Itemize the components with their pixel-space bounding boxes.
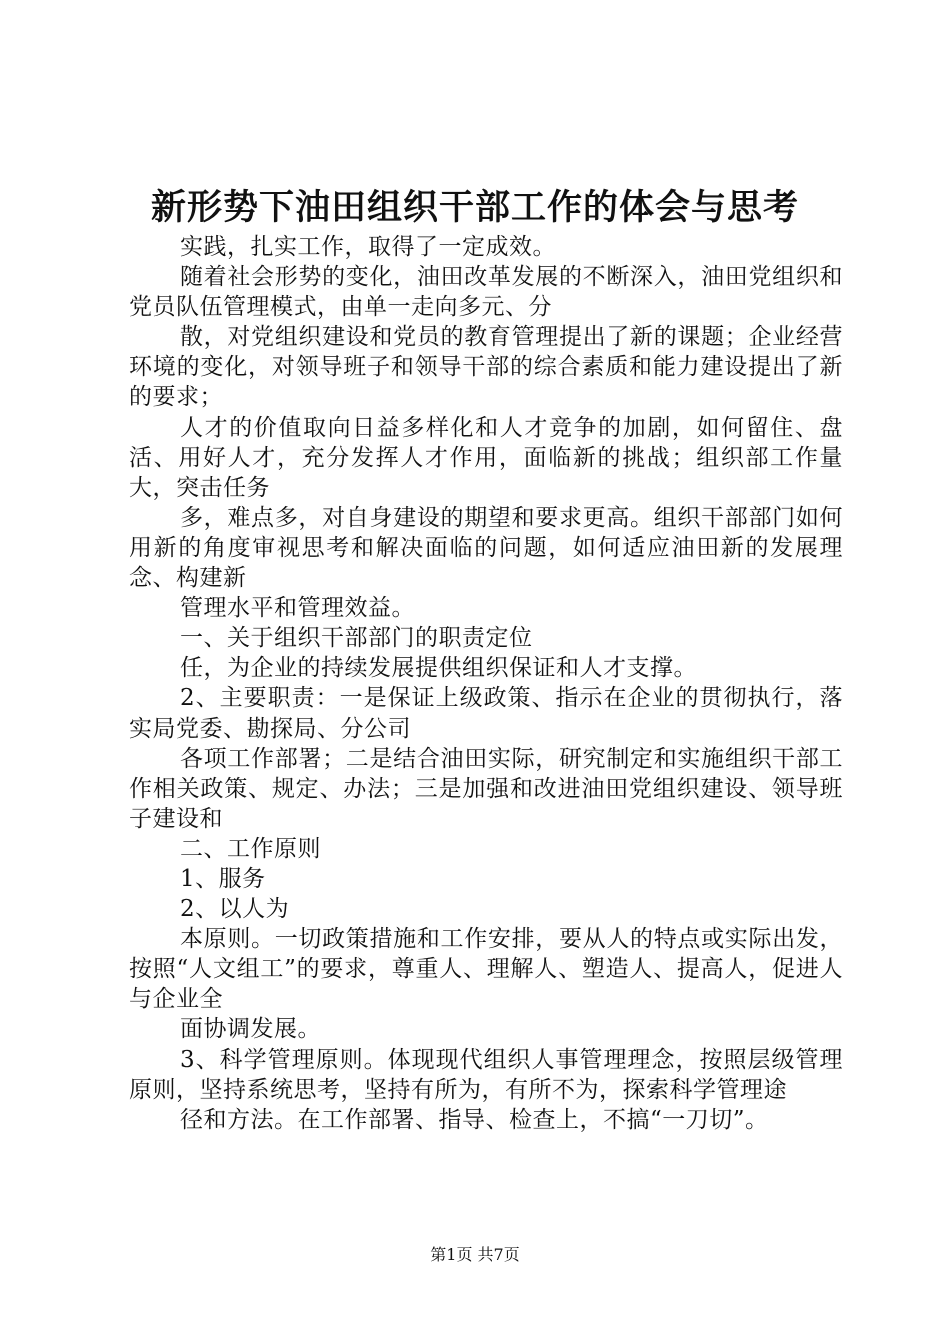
document-title: 新形势下油田组织干部工作的体会与思考 bbox=[150, 187, 799, 228]
section-heading: 一、关于组织干部部门的职责定位 bbox=[180, 625, 533, 652]
paragraph: 多，难点多，对自身建设的期望和要求更高。组织干部部门如何用新的角度审视思考和解决面临的问题，如何适应油田新的发展理念、构建新 bbox=[129, 504, 843, 592]
paragraph: 各项工作部署；二是结合油田实际，研究制定和实施组织干部工作相关政策、规定、办法；三是加强和改进油田党组织建设、领导班子建设和 bbox=[129, 745, 843, 832]
paragraph: 2、以人为 bbox=[180, 896, 290, 923]
paragraph: 径和方法。在工作部署、指导、检查上，不搞“一刀切”。 bbox=[180, 1106, 769, 1133]
paragraph: 面协调发展。 bbox=[180, 1016, 321, 1043]
paragraph: 1、服务 bbox=[180, 865, 266, 892]
section-heading: 二、工作原则 bbox=[180, 835, 321, 862]
paragraph: 人才的价值取向日益多样化和人才竞争的加剧，如何留住、盘活、用好人才，充分发挥人才作用，面临新的挑战；组织部工作量大，突击任务 bbox=[129, 414, 843, 501]
paragraph: 任，为企业的持续发展提供组织保证和人才支撑。 bbox=[180, 655, 697, 682]
page-number-footer: 第1页 共7页 bbox=[430, 1245, 520, 1264]
paragraph: 管理水平和管理效益。 bbox=[180, 595, 415, 622]
paragraph: 3、科学管理原则。体现现代组织人事管理理念，按照层级管理原则，坚持系统思考，坚持有所为，有所不为，探索科学管理途 bbox=[129, 1046, 843, 1103]
paragraph: 本原则。一切政策措施和工作安排，要从人的特点或实际出发，按照“人文组工”的要求，尊重人、理解人、塑造人、提高人，促进人与企业全 bbox=[129, 926, 843, 1013]
paragraph: 实践，扎实工作，取得了一定成效。 bbox=[180, 234, 556, 260]
document-body bbox=[129, 232, 843, 1135]
paragraph: 2、主要职责：一是保证上级政策、指示在企业的贯彻执行，落实局党委、勘探局、分公司 bbox=[129, 685, 843, 742]
paragraph: 随着社会形势的变化，油田改革发展的不断深入，油田党组织和党员队伍管理模式，由单一走向多元、分 bbox=[129, 264, 843, 321]
paragraph: 散，对党组织建设和党员的教育管理提出了新的课题；企业经营环境的变化，对领导班子和领导干部的综合素质和能力建设提出了新的要求； bbox=[129, 324, 843, 411]
